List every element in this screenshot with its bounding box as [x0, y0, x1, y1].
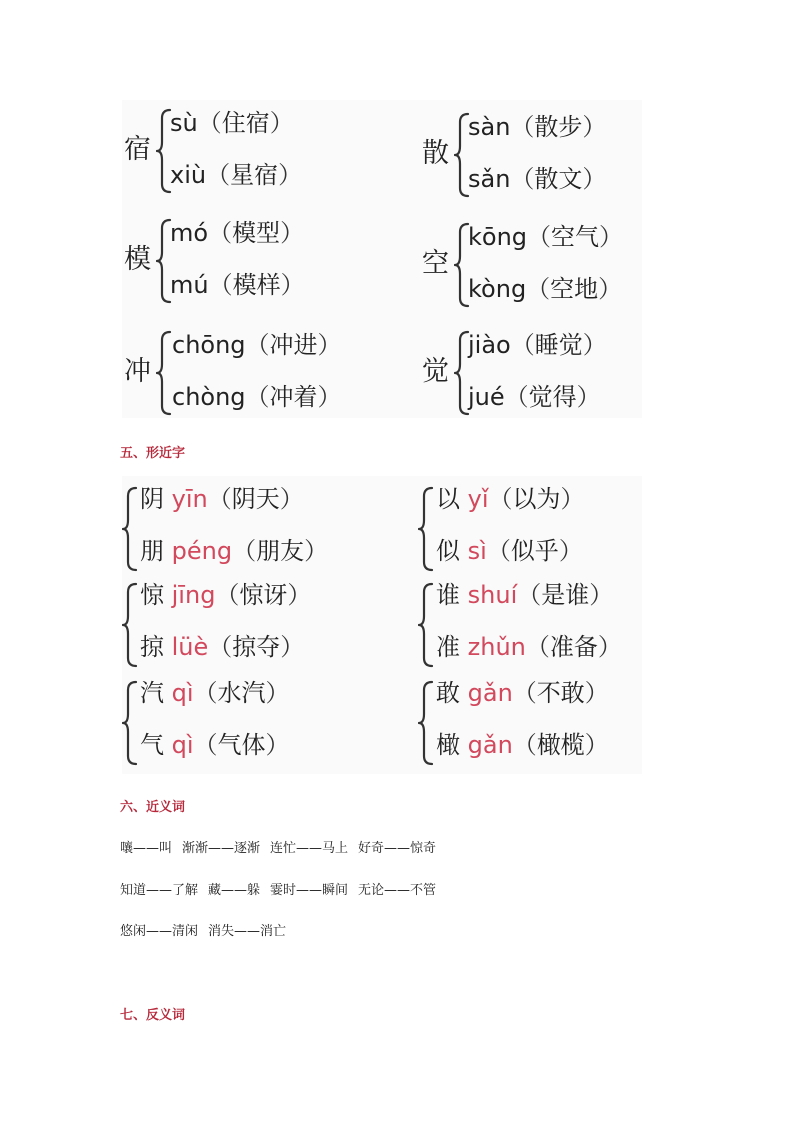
synonym-pair: 好奇——惊奇 [358, 841, 437, 856]
similar-line: 惊 jīng（惊讶） [140, 581, 312, 609]
synonym-pair: 悠闲——清闲 [120, 924, 199, 939]
reading-line: sàn（散步） [468, 113, 607, 141]
similar-line: 朋 péng（朋友） [140, 537, 329, 565]
synonym-row [120, 837, 446, 856]
polyphone-group-mo [124, 210, 364, 314]
polyphone-char: 宿 [124, 134, 151, 165]
reading-line: chōng（冲进） [172, 331, 342, 359]
reading-line: chòng（冲着） [172, 383, 342, 411]
reading-line: mó（模型） [170, 219, 305, 247]
similar-pair [418, 478, 658, 582]
reading-line: jué（觉得） [468, 383, 601, 411]
synonym-row [120, 879, 446, 898]
polyphone-char: 散 [422, 138, 449, 169]
polyphone-group-san [422, 104, 662, 208]
reading-line: xiù（星宿） [170, 161, 303, 189]
polyphone-group-kong [422, 214, 662, 318]
synonym-pair: 连忙——马上 [270, 841, 349, 856]
similar-line: 以 yǐ（以为） [436, 485, 585, 513]
similar-pair [418, 672, 658, 776]
reading-line: kōng（空气） [468, 223, 624, 251]
similar-pair [418, 574, 658, 678]
synonym-pair: 藏——躲 [208, 883, 261, 898]
left-brace-icon [418, 582, 434, 668]
left-brace-icon [156, 330, 172, 416]
reading-line: jiào（睡觉） [468, 331, 607, 359]
similar-line: 掠 lüè（掠夺） [140, 633, 305, 661]
similar-line: 似 sì（似乎） [436, 537, 583, 565]
synonym-pair: 霎时——瞬间 [270, 883, 349, 898]
similar-pair [122, 574, 402, 678]
reading-line: sǎn（散文） [468, 165, 607, 193]
left-brace-icon [122, 486, 138, 572]
synonym-pair: 嚷——叫 [120, 841, 173, 856]
reading-line: kòng（空地） [468, 275, 623, 303]
similar-line: 阴 yīn（阴天） [140, 485, 304, 513]
synonym-row [120, 920, 296, 939]
synonym-pair: 渐渐——逐渐 [182, 841, 261, 856]
left-brace-icon [122, 582, 138, 668]
similar-line: 谁 shuí（是谁） [436, 581, 614, 609]
similar-line: 汽 qì（水汽） [140, 679, 290, 707]
polyphone-char: 空 [422, 248, 449, 279]
left-brace-icon [418, 486, 434, 572]
polyphone-group-su [124, 100, 364, 204]
polyphone-char: 冲 [124, 356, 151, 387]
similar-pair [122, 478, 402, 582]
similar-line: 敢 gǎn（不敢） [436, 679, 609, 707]
similar-line: 准 zhǔn（准备） [436, 633, 622, 661]
reading-line: mú（模样） [170, 271, 305, 299]
polyphone-group-chong [124, 322, 384, 426]
synonym-pair: 消失——消亡 [208, 924, 287, 939]
similar-line: 气 qì（气体） [140, 731, 290, 759]
polyphone-char: 觉 [422, 356, 449, 387]
left-brace-icon [418, 680, 434, 766]
left-brace-icon [122, 680, 138, 766]
polyphone-group-jue [422, 322, 662, 426]
polyphone-char: 模 [124, 244, 151, 275]
synonym-pair: 知道——了解 [120, 883, 199, 898]
synonym-pair: 无论——不管 [358, 883, 437, 898]
reading-line: sù（住宿） [170, 109, 294, 137]
section-heading-antonyms: 七、反义词 [120, 1008, 186, 1023]
similar-line: 橄 gǎn（橄榄） [436, 731, 609, 759]
section-heading-similar-chars: 五、形近字 [120, 446, 186, 461]
section-heading-synonyms: 六、近义词 [120, 800, 186, 815]
similar-pair [122, 672, 402, 776]
